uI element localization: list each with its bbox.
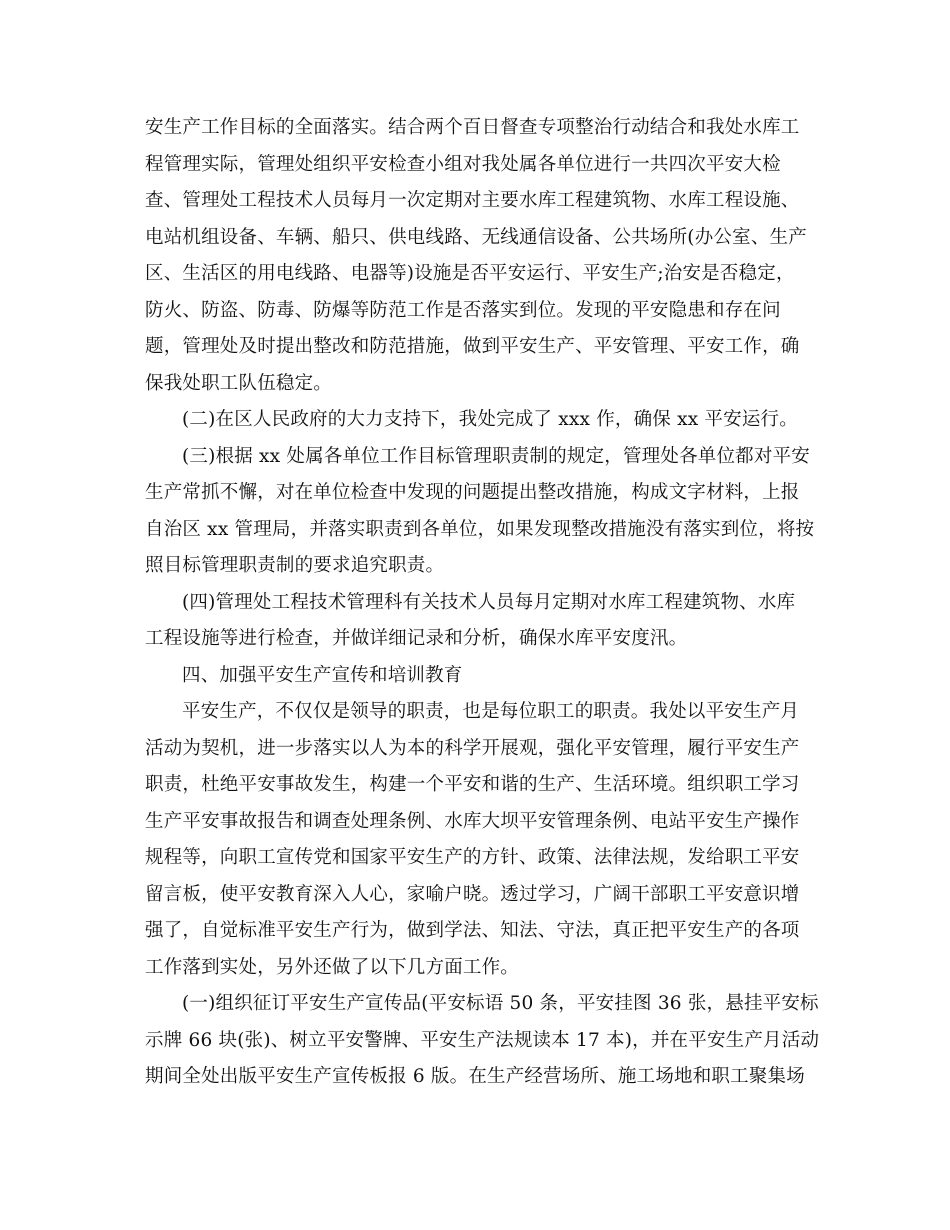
text-line: 生产平安事故报告和调查处理条例、水库大坝平安管理条例、电站平安生产操作 (145, 810, 800, 832)
text-line: 工程设施等进行检查，并做详细记录和分析，确保水库平安度汛。 (145, 628, 688, 649)
text-line: 生产常抓不懈，对在单位检查中发现的问题提出整改措施，构成文字材料，上报 (145, 482, 800, 503)
text-line: 查、管理处工程技术人员每月一次定期对主要水库工程建筑物、水库工程设施、 (145, 190, 800, 211)
text-line: 工作落到实处，另外还做了以下几方面工作。 (145, 956, 520, 978)
text-line: 期间全处出版平安生产宣传板报 6 版。在生产经营场所、施工场地和职工聚集场 (145, 1066, 805, 1087)
paragraph-start-line: 平安生产，不仅仅是领导的职责，也是每位职工的职责。我处以平安生产月 (182, 701, 800, 722)
text-line: 区、生活区的用电线路、电器等)设施是否平安运行、平安生产;治安是否稳定， (145, 263, 795, 284)
section-heading: 四、加强平安生产宣传和培训教育 (182, 664, 463, 686)
text-line: 题，管理处及时提出整改和防范措施，做到平安生产、平安管理、平安工作，确 (145, 336, 800, 357)
text-line: 照目标管理职责制的要求追究职责。 (145, 555, 445, 576)
text-line: 自治区 xx 管理局，并落实职责到各单位，如果发现整改措施没有落实到位，将按 (145, 518, 815, 540)
text-line: 规程等，向职工宣传党和国家平安生产的方针、政策、法律法规，发给职工平安 (145, 847, 800, 868)
document-body (145, 110, 820, 1096)
paragraph-start-line: (一)组织征订平安生产宣传品(平安标语 50 条，平安挂图 36 张，悬挂平安标 (182, 993, 819, 1014)
text-line: 职责，杜绝平安事故发生，构建一个平安和谐的生产、生活环境。组织职工学习 (145, 774, 800, 795)
text-line: 示牌 66 块(张)、树立平安警牌、平安生产法规读本 17 本)，并在平安生产月活动 (145, 1029, 820, 1051)
text-line: 防火、防盗、防毒、防爆等防范工作是否落实到位。发现的平安隐患和存在问 (145, 299, 781, 321)
paragraph-start-line: (四)管理处工程技术管理科有关技术人员每月定期对水库工程建筑物、水库 (182, 591, 796, 613)
text-line: 程管理实际，管理处组织平安检查小组对我处属各单位进行一共四次平安大检 (145, 153, 781, 175)
paragraph-start-line: (三)根据 xx 处属各单位工作目标管理职责制的规定，管理处各单位都对平安 (182, 445, 810, 467)
text-line: 留言板，使平安教育深入人心，家喻户晓。透过学习，广阔干部职工平安意识增 (145, 883, 800, 905)
text-line: 强了，自觉标准平安生产行为，做到学法、知法、守法，真正把平安生产的各项 (145, 920, 800, 941)
text-line: 活动为契机，进一步落实以人为本的科学开展观，强化平安管理，履行平安生产 (145, 737, 800, 759)
paragraph-start-line: (二)在区人民政府的大力支持下，我处完成了 xxx 作，确保 xx 平安运行。 (182, 409, 798, 430)
text-line: 安生产工作目标的全面落实。结合两个百日督查专项整治行动结合和我处水库工 (145, 117, 800, 138)
text-line: 电站机组设备、车辆、船只、供电线路、无线通信设备、公共场所(办公室、生产 (145, 226, 807, 248)
text-line: 保我处职工队伍稳定。 (145, 372, 333, 394)
